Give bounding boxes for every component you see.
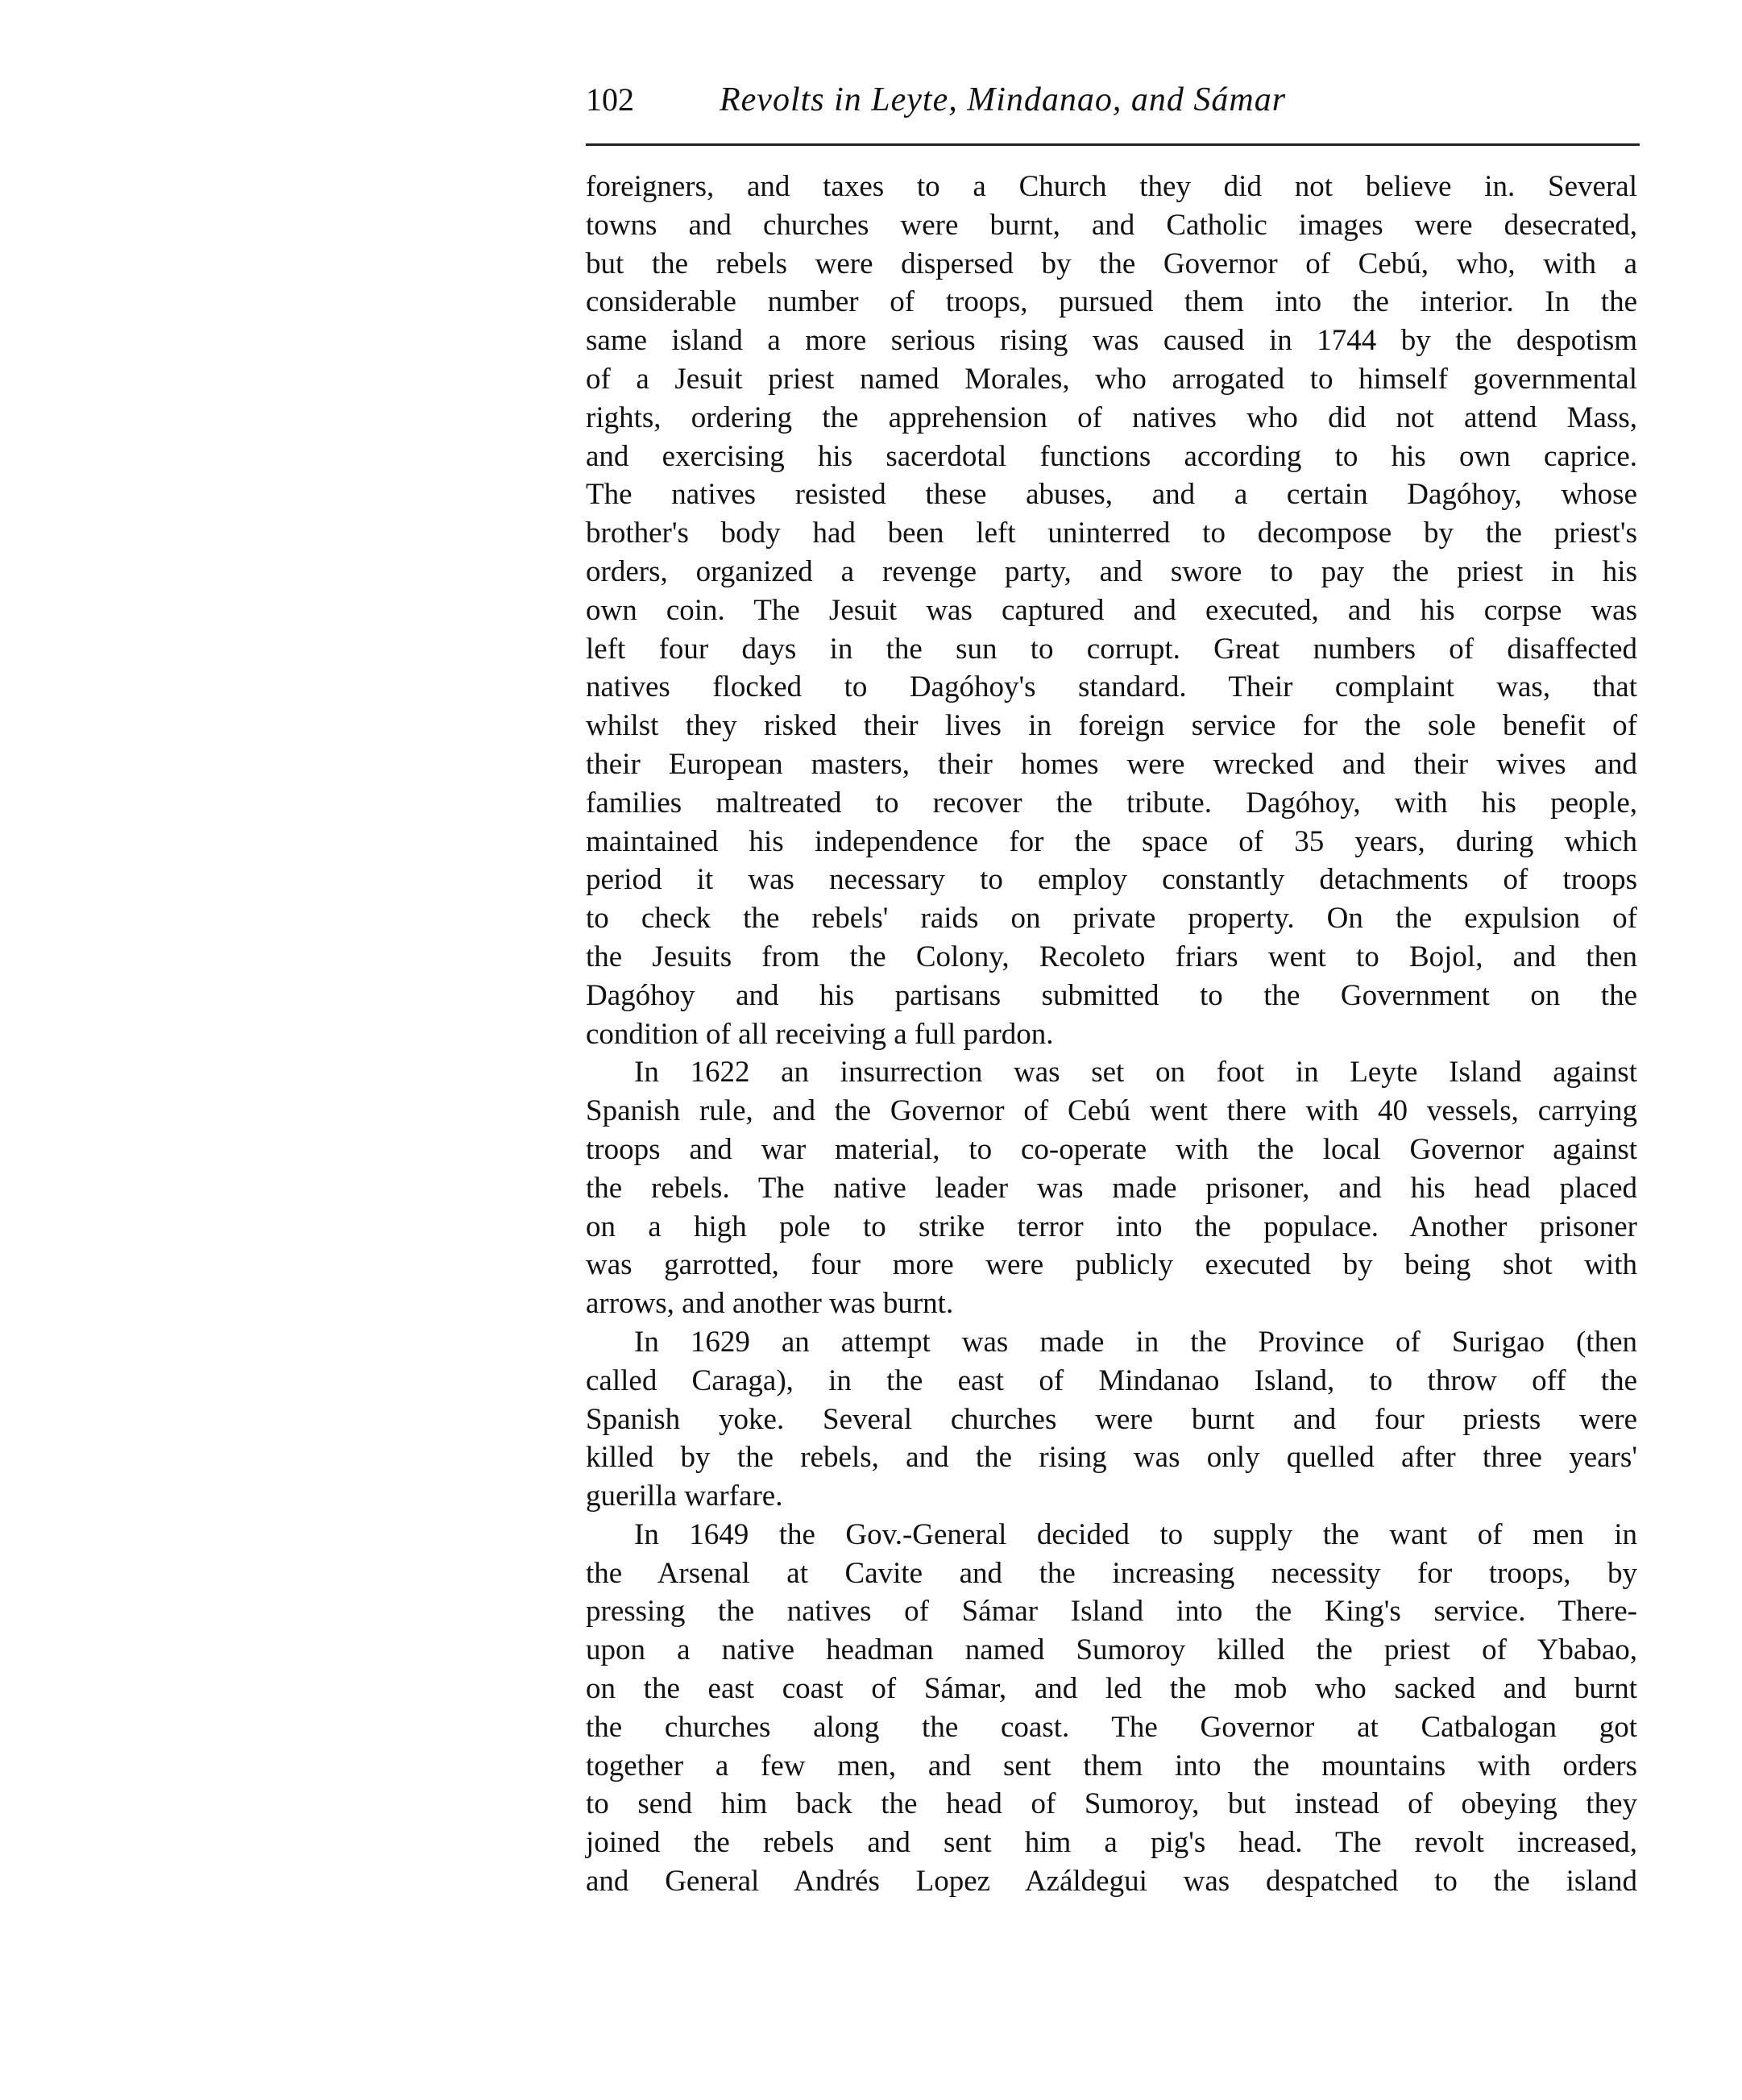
text-line: Dagóhoy and his partisans submitted to the Government on the [586, 978, 1637, 1012]
text-line: families maltreated to recover the tribute. Dagóhoy, with his people, [586, 786, 1637, 820]
text-line: left four days in the sun to corrupt. Great numbers of disaffected [586, 632, 1637, 666]
text-line: Spanish rule, and the Governor of Cebú went there with 40 vessels, carrying [586, 1094, 1637, 1128]
text-line: to check the rebels' raids on private property. On the expulsion of [586, 902, 1637, 936]
text-line: orders, organized a revenge party, and swore to pay the priest in his [586, 554, 1637, 588]
header-rule [586, 143, 1640, 146]
text-line: and exercising his sacerdotal functions according to his own caprice. [586, 439, 1637, 473]
text-line: maintained his independence for the space of 35 years, during which [586, 824, 1637, 858]
text-line: condition of all receiving a full pardon. [586, 1017, 1054, 1051]
text-line: on a high pole to strike terror into the populace. Another prisoner [586, 1210, 1637, 1243]
text-line: to send him back the head of Sumoroy, but instead of obeying they [586, 1787, 1637, 1821]
paragraph [586, 1516, 1637, 1901]
text-line: arrows, and another was burnt. [586, 1287, 954, 1321]
text-line: but the rebels were dispersed by the Governor of Cebú, who, with a [586, 247, 1637, 280]
text-line: Spanish yoke. Several churches were burnt and four priests were [586, 1402, 1637, 1436]
text-line: rights, ordering the apprehension of natives who did not attend Mass, [586, 400, 1637, 434]
text-line: together a few men, and sent them into the mountains with orders [586, 1749, 1637, 1783]
paragraph [586, 1053, 1637, 1323]
text-line: joined the rebels and sent him a pig's head. The revolt increased, [586, 1826, 1637, 1860]
text-line: the rebels. The native leader was made prisoner, and his head placed [586, 1171, 1637, 1205]
text-line: upon a native headman named Sumoroy killed the priest of Ybabao, [586, 1633, 1637, 1667]
text-line: the churches along the coast. The Governor at Catbalogan got [586, 1710, 1637, 1744]
text-line: the Jesuits from the Colony, Recoleto friars went to Bojol, and then [586, 940, 1637, 973]
running-title: Revolts in Leyte, Mindanao, and Sámar [720, 81, 1287, 118]
text-line: foreigners, and taxes to a Church they did not believe in. Several [586, 170, 1637, 203]
text-line: natives flocked to Dagóhoy's standard. Their complaint was, that [586, 670, 1637, 704]
text-line: In 1649 the Gov.-General decided to supply the want of men in [634, 1517, 1637, 1551]
text-line: their European masters, their homes were wrecked and their wives and [586, 747, 1637, 781]
text-line: pressing the natives of Sámar Island into the King's service. There- [586, 1595, 1637, 1629]
text-line: the Arsenal at Cavite and the increasing necessity for troops, by [586, 1556, 1637, 1590]
text-line: brother's body had been left uninterred to decompose by the priest's [586, 517, 1637, 550]
text-line: called Caraga), in the east of Mindanao Island, to throw off the [586, 1363, 1637, 1397]
page-number: 102 [586, 81, 634, 118]
text-line: towns and churches were burnt, and Catholic images were desecrated, [586, 208, 1637, 242]
page-body [586, 168, 1637, 1901]
paragraph [586, 168, 1637, 1053]
text-line: own coin. The Jesuit was captured and executed, and his corpse was [586, 593, 1637, 627]
text-line: troops and war material, to co-operate with the local Governor against [586, 1132, 1637, 1166]
text-line: was garrotted, four more were publicly executed by being shot with [586, 1248, 1637, 1282]
text-line: guerilla warfare. [586, 1480, 783, 1513]
text-line: and General Andrés Lopez Azáldegui was despatched to the island [586, 1865, 1637, 1899]
text-line: same island a more serious rising was caused in 1744 by the despotism [586, 324, 1637, 358]
text-line: In 1622 an insurrection was set on foot in Leyte Island against [634, 1056, 1637, 1089]
text-line: period it was necessary to employ constantly detachments of troops [586, 863, 1637, 897]
text-line: In 1629 an attempt was made in the Province of Surigao (then [634, 1325, 1637, 1359]
text-line: The natives resisted these abuses, and a certain Dagóhoy, whose [586, 478, 1637, 512]
text-line: of a Jesuit priest named Morales, who arrogated to himself governmental [586, 362, 1637, 396]
text-line: whilst they risked their lives in foreign service for the sole benefit of [586, 709, 1637, 743]
paragraph [586, 1323, 1637, 1516]
text-line: on the east coast of Sámar, and led the mob who sacked and burnt [586, 1672, 1637, 1706]
running-header [586, 81, 1640, 129]
text-line: considerable number of troops, pursued them into the interior. In the [586, 285, 1637, 319]
text-line: killed by the rebels, and the rising was only quelled after three years' [586, 1441, 1637, 1475]
